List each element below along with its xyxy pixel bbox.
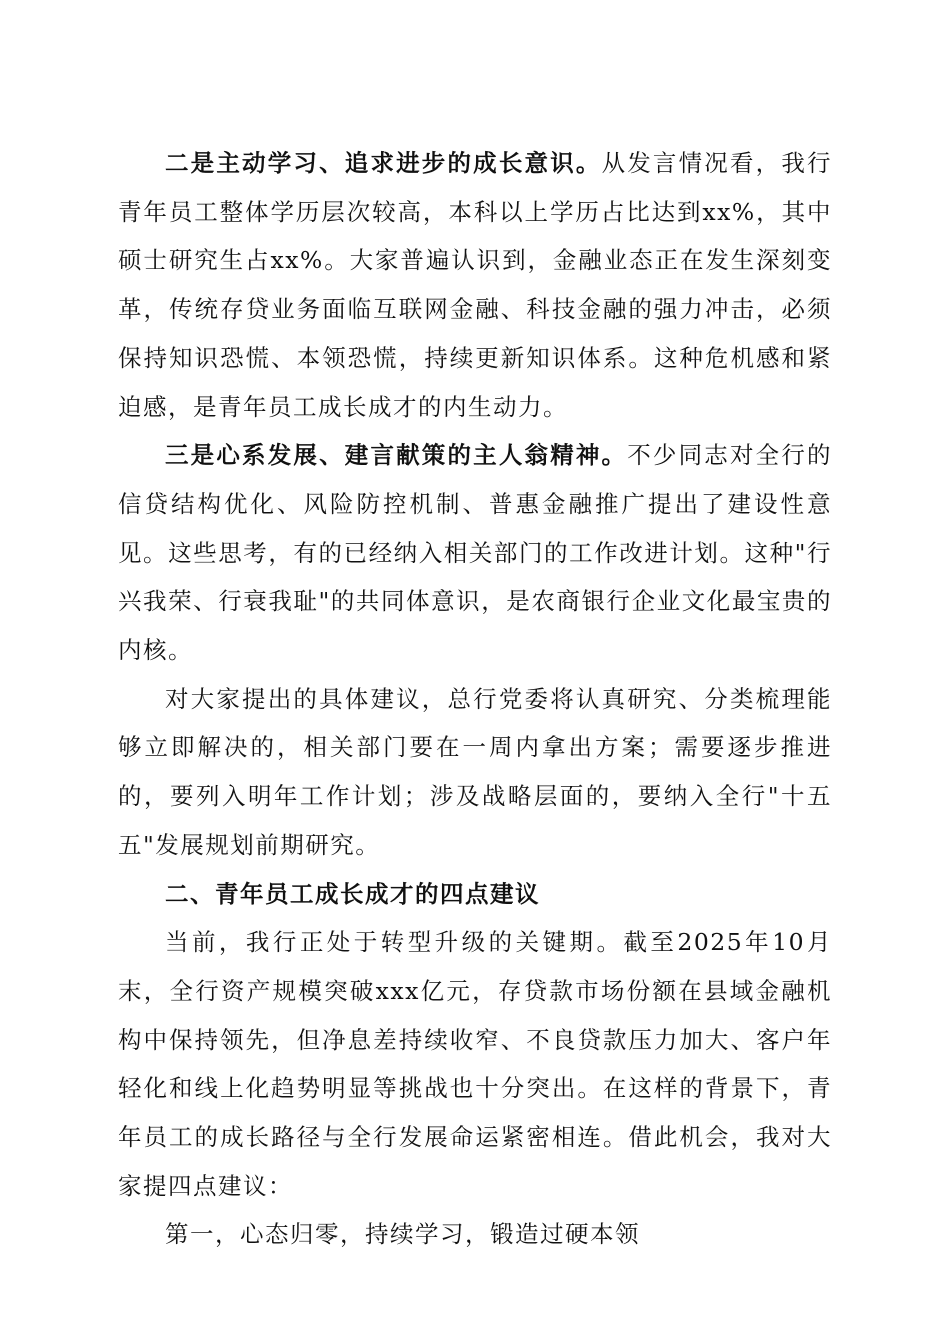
paragraph-lead: 三是心系发展、建言献策的主人翁精神。	[165, 441, 628, 470]
paragraph-growth-awareness	[118, 139, 832, 431]
document-body	[118, 139, 832, 1259]
paragraph-suggestions-handling	[118, 675, 832, 870]
section-heading: 二、青年员工成长成才的四点建议	[165, 879, 540, 908]
paragraph-ownership-spirit	[118, 431, 832, 675]
paragraph-lead: 二是主动学习、追求进步的成长意识。	[165, 149, 602, 177]
paragraph-text: 从发言情况看，我行青年员工整体学历层次较高，本科以上学历占比达到xx%，其中硕士研究生占xx%。大家普遍认识到，金融业态正在发生深刻变革，传统存贷业务面临互联网金融、科技金融的强力冲击，必须保持知识恐慌、本领恐慌，持续更新知识体系。这种危机感和紧迫感，是青年员工成长成才的内生动力。	[118, 149, 833, 421]
paragraph-current-situation	[118, 918, 832, 1210]
paragraph-text: 当前，我行正处于转型升级的关键期。截至2025年10月末，全行资产规模突破xxx亿元，存贷款市场份额在县域金融机构中保持领先，但净息差持续收窄、不良贷款压力加大、客户年轻化和线上化趋势明显等挑战也十分突出。在这样的背景下，青年员工的成长路径与全行发展命运紧密相连。借此机会，我对大家提四点建议：	[118, 928, 832, 1200]
subheading-first-suggestion: 第一，心态归零，持续学习，锻造过硬本领	[165, 1220, 640, 1249]
paragraph-text: 对大家提出的具体建议，总行党委将认真研究、分类梳理能够立即解决的，相关部门要在一周内拿出方案；需要逐步推进的，要列入明年工作计划；涉及战略层面的，要纳入全行"十五五"发展规划前期研究。	[118, 684, 832, 859]
paragraph-text: 不少同志对全行的信贷结构优化、风险防控机制、普惠金融推广提出了建设性意见。这些思考，有的已经纳入相关部门的工作改进计划。这种"行兴我荣、行衰我耻"的共同体意识，是农商银行企业文化最宝贵的内核。	[118, 441, 833, 665]
